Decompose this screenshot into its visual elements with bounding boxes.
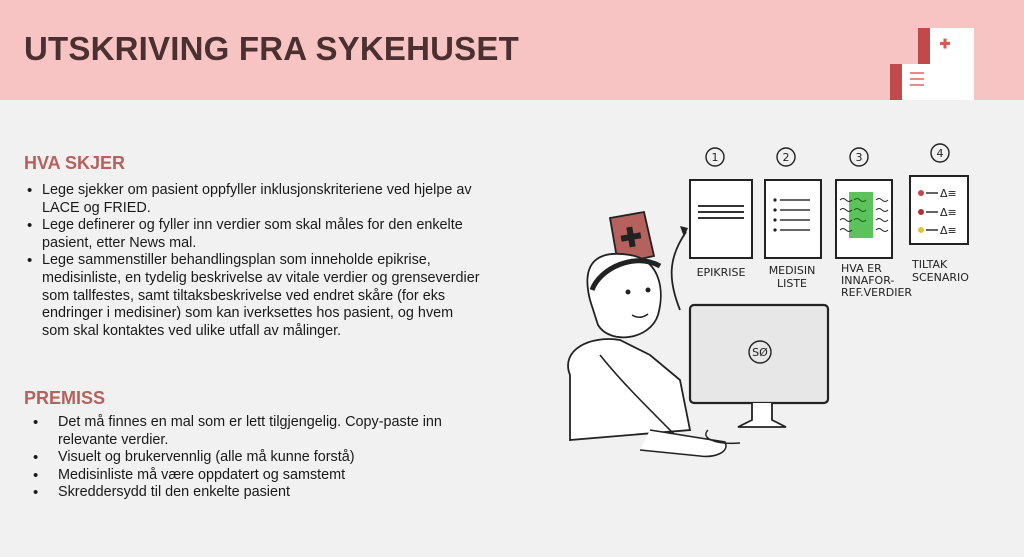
panel-label: HVA ER — [841, 262, 882, 275]
page-title: UTSKRIVING FRA SYKEHUSET — [24, 30, 519, 67]
list-item: • Lege sjekker om pasient oppfyller inklusjonskriteriene ved hjelpe av LACE og FRIED. — [42, 182, 482, 217]
list-item: • Lege definerer og fyller inn verdier som skal måles for den enkelte pasient, etter News mal. — [42, 217, 482, 252]
premiss-list — [58, 414, 468, 502]
svg-text:Δ≡: Δ≡ — [940, 224, 957, 237]
list-item: • Lege sammenstiller behandlingsplan som inneholde epikrise, medisinliste, en tydelig beskrivelse av vitale verdier og grenseverdier som tallfestes, samt tiltaksbeskrivelse ved endret skåre (for eks endringer i medisiner) som kan iverksettes hos pasient, og hvem som skal kontaktes ved ulike utfall av målinger. — [42, 252, 482, 340]
monitor-label: SØ — [752, 346, 768, 359]
section-heading-premiss: PREMISS — [24, 388, 106, 408]
panel-number: 3 — [855, 151, 863, 164]
list-item: • Medisinliste må være oppdatert og samstemt — [58, 467, 468, 485]
panel-number: 4 — [936, 147, 944, 160]
panel-number: 2 — [782, 151, 790, 164]
panel-4 — [910, 144, 969, 284]
hva-skjer-list — [42, 182, 482, 340]
panel-label: TILTAK — [912, 258, 948, 271]
panel-label: REF.VERDIER — [841, 286, 913, 299]
header-banner — [0, 0, 1024, 100]
list-item: • Skreddersydd til den enkelte pasient — [58, 484, 468, 502]
list-item: • Det må finnes en mal som er lett tilgjengelig. Copy-paste inn relevante verdier. — [58, 414, 468, 449]
doctor-at-computer-illustration — [540, 140, 1010, 475]
hospital-building-icon — [888, 22, 992, 100]
panel-2 — [765, 148, 821, 290]
section-heading-hva-skjer: HVA SKJER — [24, 153, 126, 173]
panel-1 — [690, 148, 752, 279]
svg-text:Δ≡: Δ≡ — [940, 187, 957, 200]
panel-number: 1 — [711, 151, 719, 164]
normal-range-highlight — [849, 192, 873, 238]
panel-label: INNAFOR- — [841, 274, 895, 287]
panel-label: LISTE — [776, 277, 808, 290]
arrow-icon — [672, 232, 686, 310]
computer-monitor — [690, 305, 828, 443]
list-item: • Visuelt og brukervennlig (alle må kunne forstå) — [58, 449, 468, 467]
panel-3 — [836, 148, 912, 299]
panel-label: MEDISIN — [768, 264, 816, 277]
panel-label: SCENARIO — [912, 271, 969, 284]
svg-text:Δ≡: Δ≡ — [940, 206, 957, 219]
panel-label: EPIKRISE — [696, 266, 746, 279]
